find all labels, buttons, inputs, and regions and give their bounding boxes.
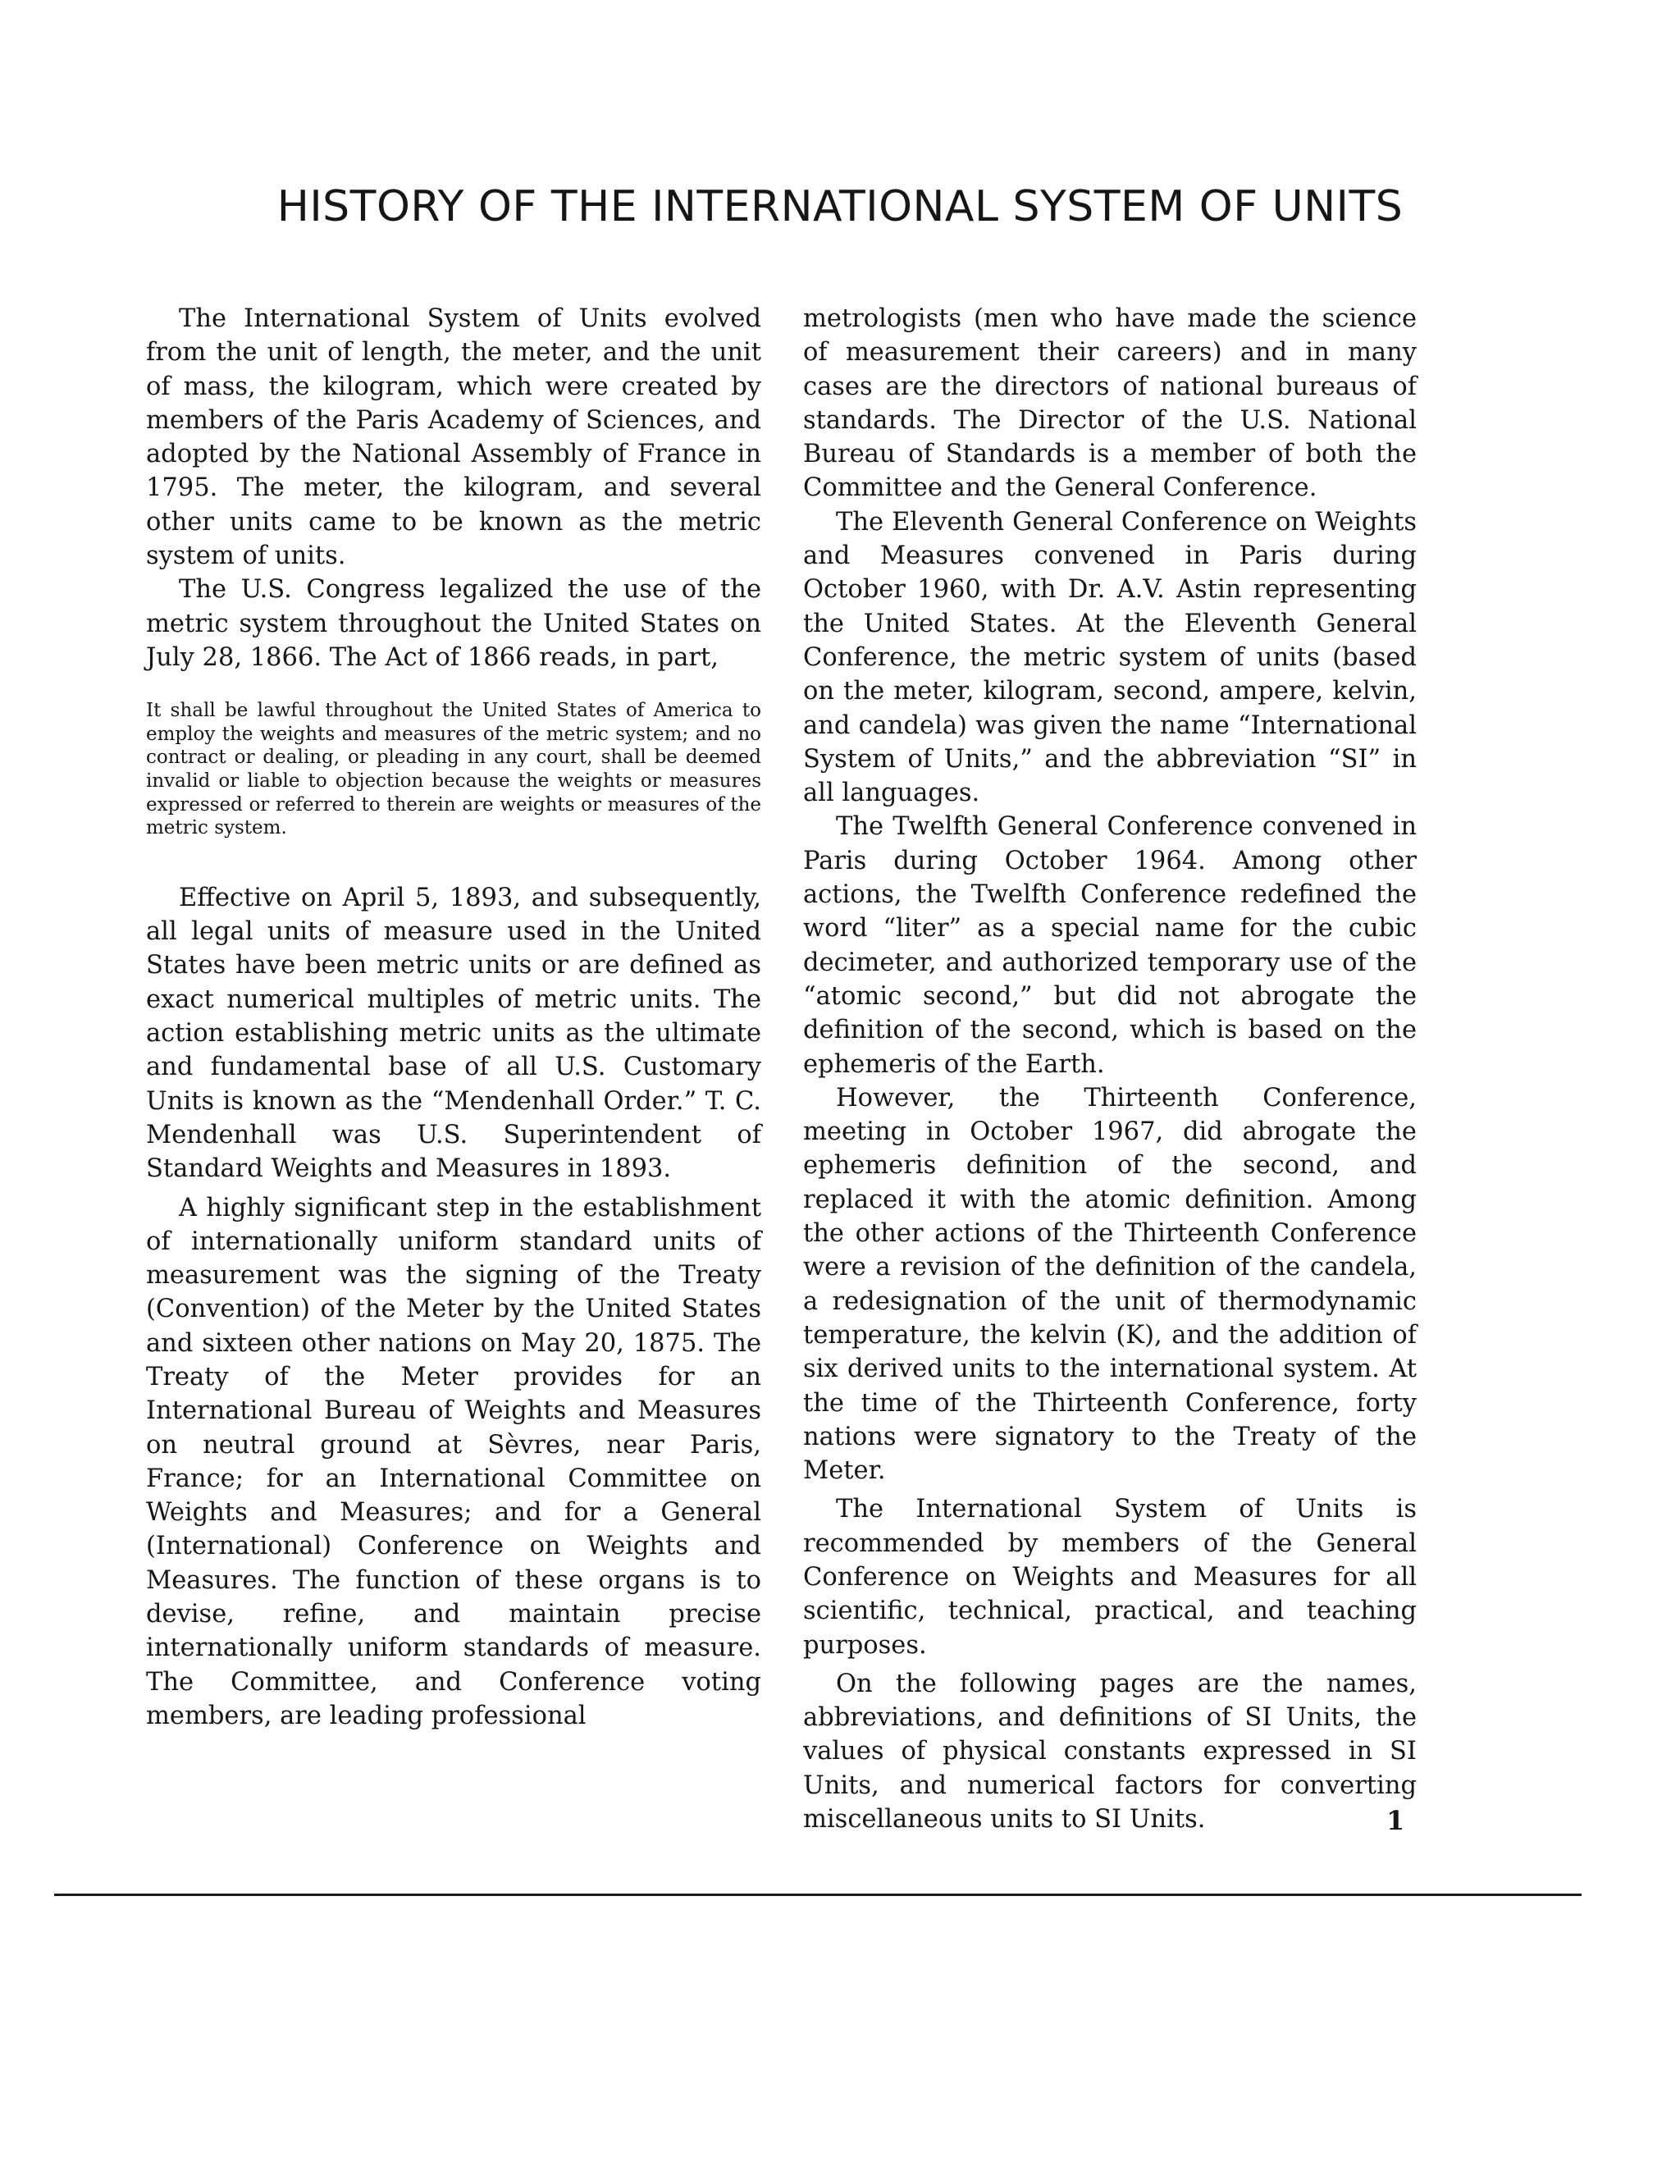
page-title: HISTORY OF THE INTERNATIONAL SYSTEM OF UNITS (276, 182, 1404, 231)
act-of-1866-quote: It shall be lawful throughout the United States of America to employ the weights and measures of the metric system; and no contract or dealing, or pleading in any court, shall be deemed invalid or liable to objection because the weights or measures expressed or referred to therein are weights or measures of the metric system. (146, 700, 761, 839)
paragraph-treaty-of-meter: A highly significant step in the establishment of internationally uniform standard units of measurement was the signing of the Treaty (Convention) of the Meter by the United States and sixteen other nations on May 20, 1875. The Treaty of the Meter provides for an International Bureau of Weights and Measures on neutral ground at Sèvres, near Paris, France; for an International Committee on Weights and Measures; and for a General (International) Conference on Weights and Measures. The function of these organs is to devise, refine, and maintain precise internationally uniform standards of measure. The Committee, and Conference voting members, are leading professional (146, 1193, 761, 1730)
paragraph-metrologists: metrologists (men who have made the science of measurement their careers) and in many cases are the directors of national bureaus of standards. The Director of the U.S. National Bureau of Standards is a member of both the Committee and the General Conference. (803, 304, 1417, 503)
page-number: 1 (1386, 1805, 1405, 1836)
paragraph-recommendation: The International System of Units is recommended by members of the General Conference on Weights and Measures for all scientific, technical, practical, and teaching purposes. (803, 1495, 1417, 1660)
footer-rule (54, 1894, 1582, 1896)
paragraph-thirteenth-conference: However, the Thirteenth Conference, meeting in October 1967, did abrogate the ephemeris definition of the second, and replaced it with the atomic definition. Among the other actions of the Thirteenth Conference were a revision of the definition of the candela, a redesignation of the unit of thermodynamic temperature, the kelvin (K), and the addition of six derived units to the international system. At the time of the Thirteenth Conference, forty nations were signatory to the Treaty of the Meter. (803, 1083, 1417, 1486)
right-column (803, 302, 1417, 1836)
paragraph-si-origins: The International System of Units evolved from the unit of length, the meter, and the unit of mass, the kilogram, which were created by members of the Paris Academy of Sciences, and adopted by the National Assembly of France in 1795. The meter, the kilogram, and several other units came to be known as the metric system of units. (146, 304, 761, 571)
paragraph-eleventh-conference: The Eleventh General Conference on Weights and Measures convened in Paris during October 1960, with Dr. A.V. Astin representing the United States. At the Eleventh General Conference, the metric system of units (based on the meter, kilogram, second, ampere, kelvin, and candela) was given the name “International System of Units,” and the abbreviation “SI” in all languages. (803, 507, 1417, 808)
paragraph-mendenhall-order: Effective on April 5, 1893, and subsequently, all legal units of measure used in the United States have been metric units or are defined as exact numerical multiples of metric units. The action establishing metric units as the ultimate and fundamental base of all U.S. Customary Units is known as the “Mendenhall Order.” T. C. Mendenhall was U.S. Superintendent of Standard Weights and Measures in 1893. (146, 883, 761, 1184)
paragraph-us-congress: The U.S. Congress legalized the use of the metric system throughout the United States on July 28, 1866. The Act of 1866 reads, in part, (146, 575, 761, 672)
paragraph-twelfth-conference: The Twelfth General Conference convened in Paris during October 1964. Among other actions, the Twelfth Conference redefined the word “liter” as a special name for the cubic decimeter, and authorized temporary use of the “atomic second,” but did not abrogate the definition of the second, which is based on the ephemeris of the Earth. (803, 812, 1417, 1079)
paragraph-following-pages: On the following pages are the names, abbreviations, and definitions of SI Units, the values of physical constants expressed in SI Units, and numerical factors for converting miscellaneous units to SI Units. (803, 1669, 1417, 1834)
left-column (146, 302, 761, 1733)
